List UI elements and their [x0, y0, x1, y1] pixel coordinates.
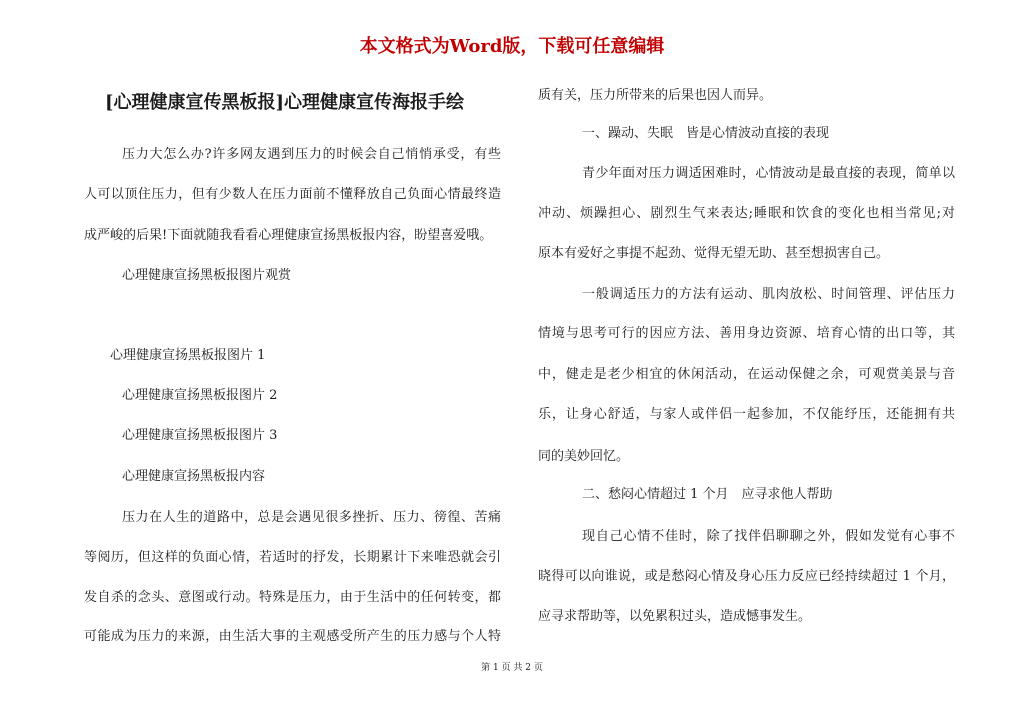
gallery-heading: 心理健康宣扬黑板报图片观赏 [122, 268, 292, 283]
body-line: 可能成为压力的来源，由生活大事的主观感受所产生的压力感与个人特 [84, 629, 501, 644]
intro-line: 成严峻的后果!下面就随我看看心理健康宣扬黑板报内容，盼望喜爱哦。 [84, 228, 493, 243]
paragraph-line: 中，健走是老少相宜的休闲活动，在运动保健之余，可观赏美景与音 [538, 367, 955, 382]
section-2-heading: 二、愁闷心情超过 1 个月 应寻求他人帮助 [582, 487, 833, 502]
paragraph-line: 青少年面对压力调适困难时，心情波动是最直接的表现，简单以 [582, 166, 955, 181]
image-caption-1: 心理健康宣扬黑板报图片 1 [110, 348, 266, 363]
section-1-heading: 一、躁动、失眠 皆是心情波动直接的表现 [582, 126, 830, 141]
body-continuation-line: 质有关，压力所带来的后果也因人而异。 [538, 88, 773, 103]
paragraph-line: 一般调适压力的方法有运动、肌肉放松、时间管理、评估压力 [582, 287, 955, 302]
paragraph-line: 情境与思考可行的因应方法、善用身边资源、培育心情的出口等，其 [538, 326, 955, 341]
paragraph-line: 应寻求帮助等，以免累积过头，造成憾事发生。 [538, 609, 812, 624]
content-heading: 心理健康宣扬黑板报内容 [122, 469, 266, 484]
page-number-footer: 第 1 页 共 2 页 [481, 663, 543, 673]
intro-line: 压力大怎么办?许多网友遇到压力的时候会自己悄悄承受，有些 [122, 147, 501, 162]
image-caption-2: 心理健康宣扬黑板报图片 2 [122, 388, 278, 403]
paragraph-line: 现自己心情不佳时，除了找伴侣聊聊之外，假如发觉有心事不 [582, 529, 955, 544]
body-line: 发自杀的念头、意图或行动。特殊是压力，由于生活中的任何转变，都 [84, 590, 501, 605]
intro-line: 人可以顶住压力，但有少数人在压力面前不懂释放自己负面心情最终造 [84, 187, 501, 202]
body-line: 压力在人生的道路中，总是会遇见很多挫折、压力、徬徨、苦痛 [122, 510, 501, 525]
paragraph-line: 冲动、烦躁担心、剧烈生气来表达;睡眠和饮食的变化也相当常见;对 [538, 206, 955, 221]
body-line: 等阅历，但这样的负面心情，若适时的抒发，长期累计下来唯恐就会引 [84, 550, 501, 565]
paragraph-line: 原本有爱好之事提不起劲、觉得无望无助、甚至想损害自己。 [538, 246, 890, 261]
format-notice: 本文格式为Word版，下载可任意编辑 [359, 36, 665, 57]
image-caption-3: 心理健康宣扬黑板报图片 3 [122, 428, 278, 443]
document-title: [心理健康宣传黑板报]心理健康宣传海报手绘 [104, 92, 465, 113]
paragraph-line: 同的美妙回忆。 [538, 449, 630, 464]
paragraph-line: 乐，让身心舒适，与家人或伴侣一起参加，不仅能纾压，还能拥有共 [538, 407, 955, 422]
paragraph-line: 晓得可以向谁说，或是愁闷心情及身心压力反应已经持续超过 1 个月， [538, 569, 955, 584]
